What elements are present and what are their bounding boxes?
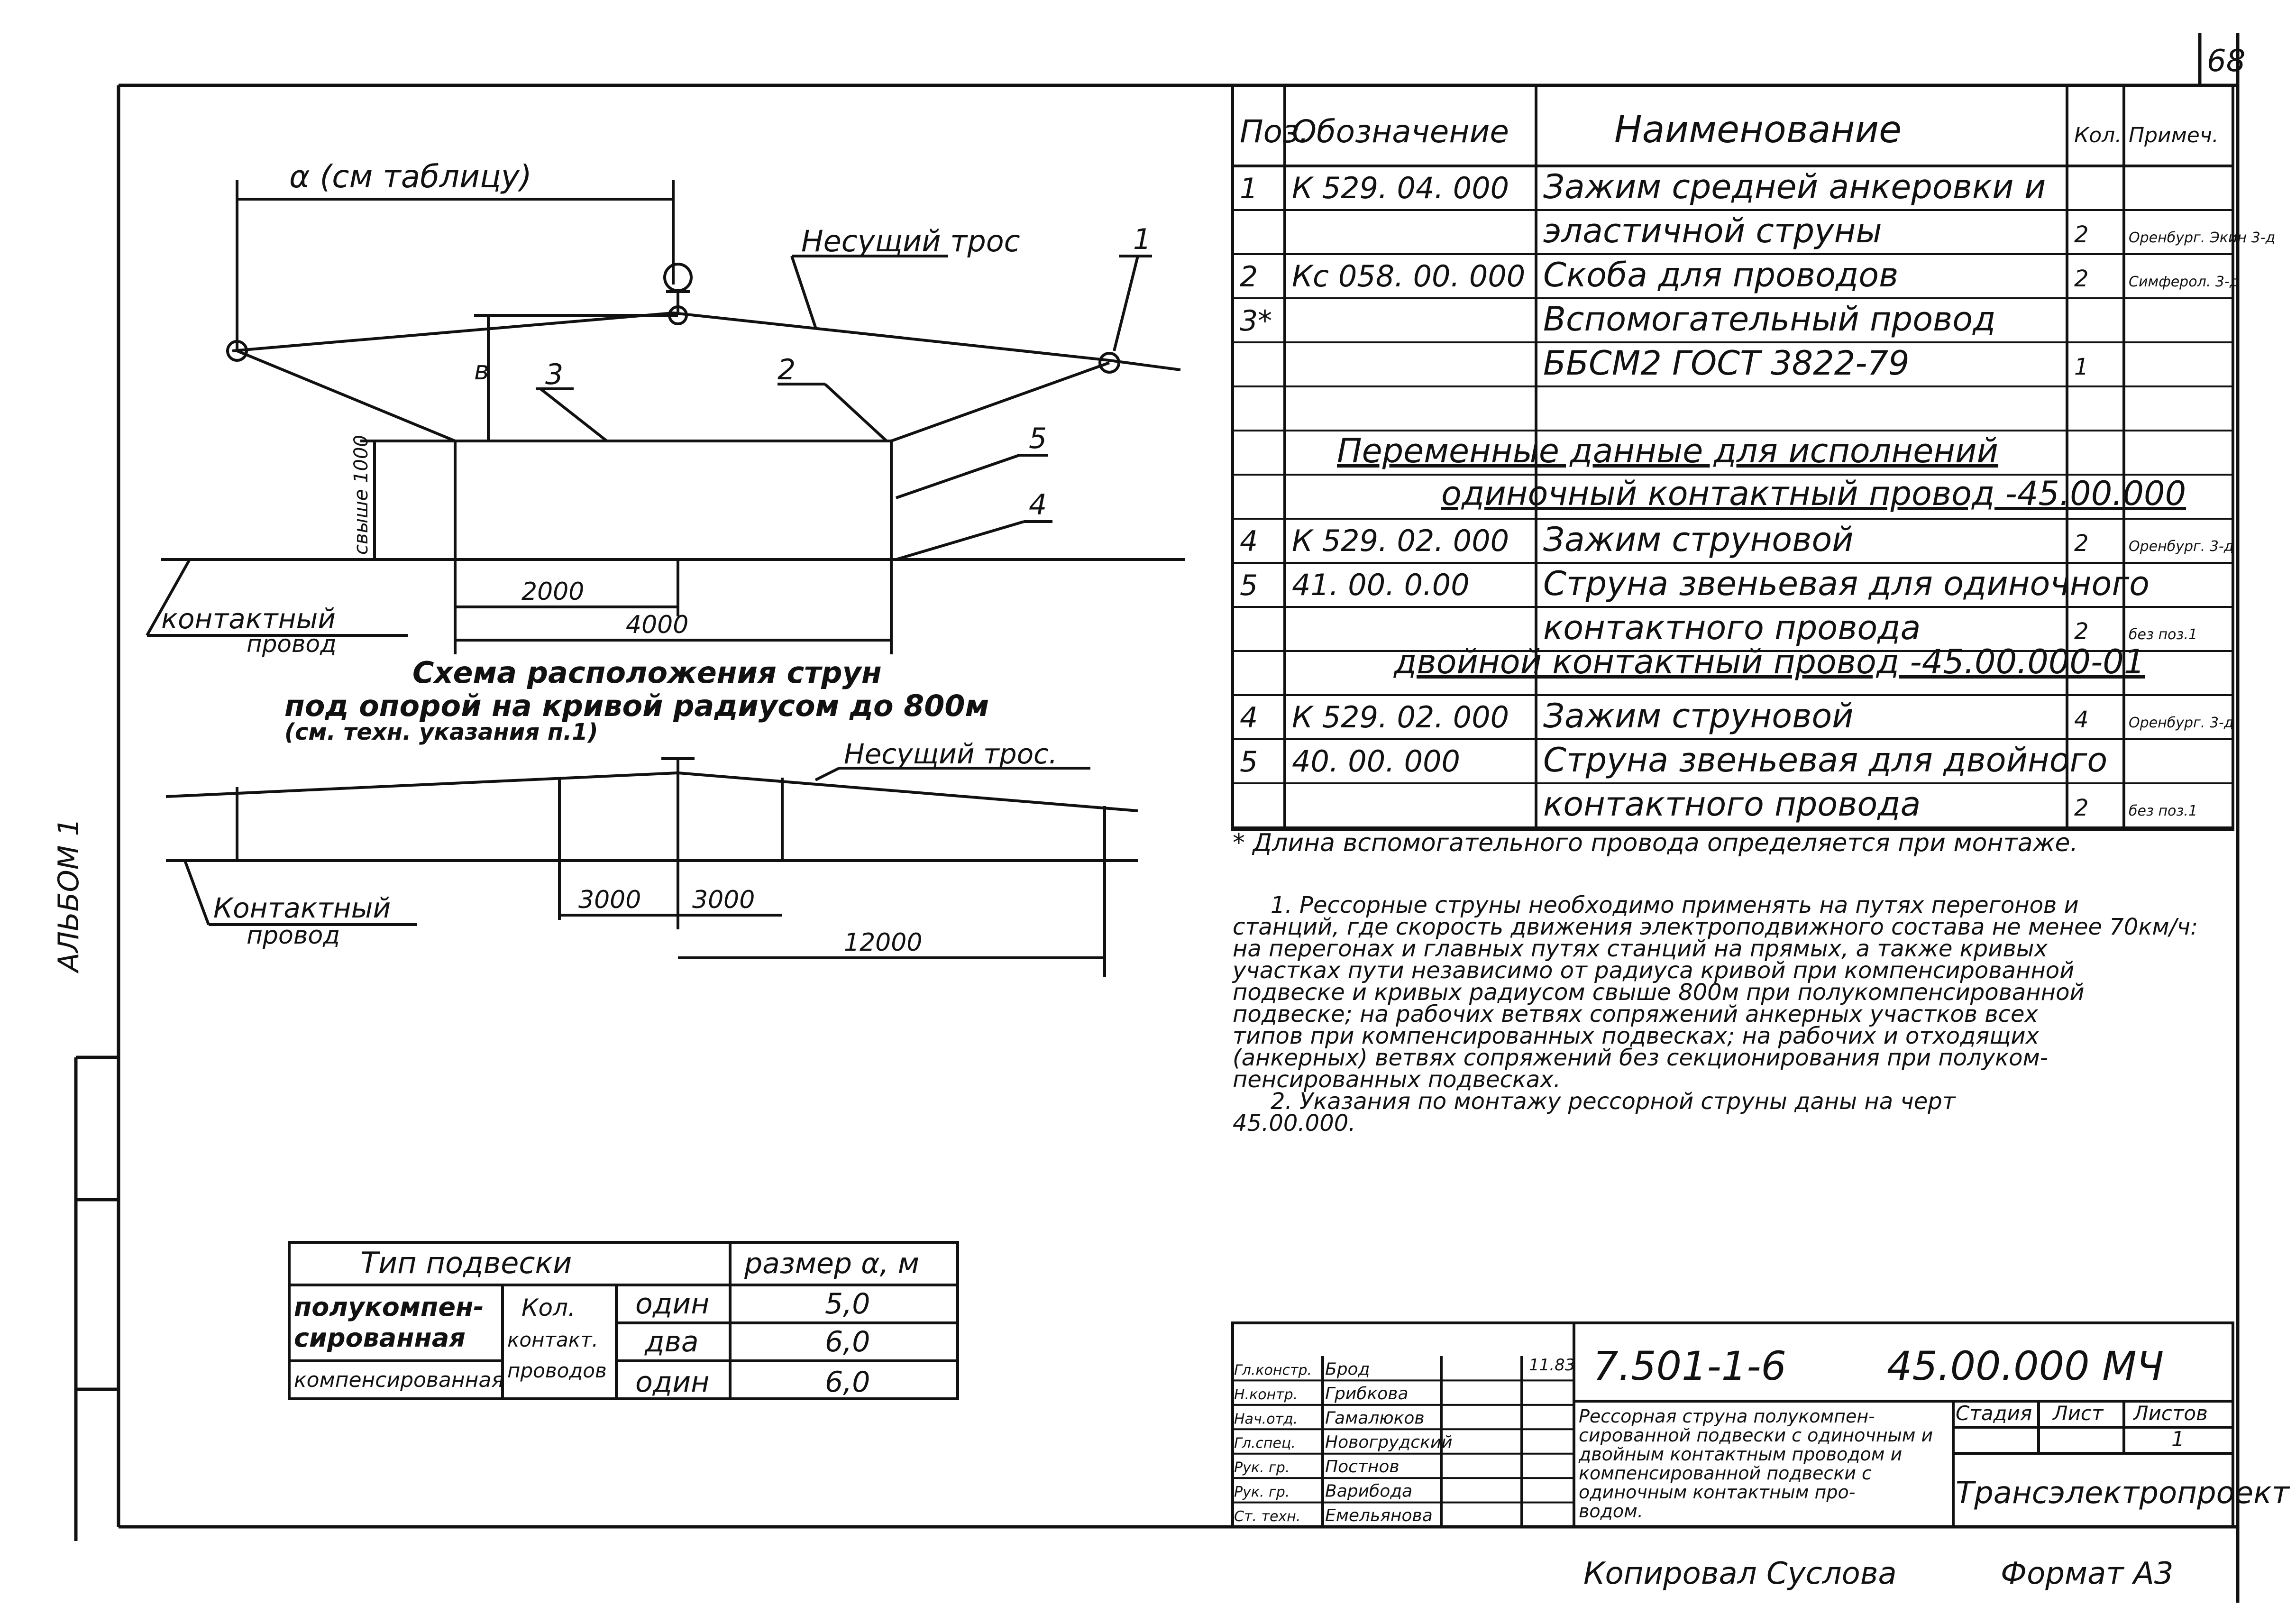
type-row-1-size: 5,0: [825, 1287, 870, 1321]
spec-cell-8-1: К 529. 02. 000: [1292, 523, 1509, 558]
spec-cell-13-2: Струна звеньевая для двойного: [1543, 741, 2108, 780]
scheme-1: [147, 180, 1185, 654]
dim-3000-right: 3000: [692, 886, 755, 914]
title-drawing: 45.00.000 МЧ: [1887, 1343, 2164, 1389]
dim-3000-left: 3000: [578, 886, 641, 914]
note-line: подвеске и кривых радиусом свыше 800м при полукомпенсированной: [1233, 979, 2085, 1006]
count-label-1: Кол.: [521, 1294, 576, 1321]
callout-1: 1: [1133, 223, 1152, 256]
spec-cell-1-2: эластичной струны: [1543, 211, 1882, 250]
spec-cell-8-4: Оренбург. 3-д: [2129, 538, 2234, 555]
sheets-value: 1: [2171, 1427, 2185, 1451]
single-wire-line: одиночный контактный провод -45.00.000: [1441, 474, 2186, 513]
spec-cell-8-2: Зажим струновой: [1543, 520, 1854, 559]
tb-name: Варибода: [1325, 1481, 1413, 1501]
tb-name: Новогрудский: [1325, 1432, 1453, 1452]
note-line: станций, где скорость движения электроподвижного состава не менее 70км/ч:: [1233, 914, 2198, 940]
spec-cell-0-0: 1: [1240, 172, 1258, 205]
callout-3: 3: [545, 358, 564, 391]
spec-cell-1-3: 2: [2074, 221, 2089, 248]
note-line: подвеске; на рабочих ветвях сопряжений анкерных участков всех: [1233, 1001, 2038, 1028]
type-row-3-count: один: [635, 1366, 710, 1399]
note-line: пенсированных подвесках.: [1233, 1066, 1561, 1093]
contact-label-4: провод: [247, 921, 340, 950]
title-code: 7.501-1-6: [1593, 1343, 1786, 1389]
semi-label-2: сированная: [294, 1323, 466, 1353]
spec-cell-4-3: 1: [2074, 354, 2089, 380]
spec-cell-0-2: Зажим средней анкеровки и: [1543, 167, 2046, 206]
organization: Трансэлектропроект: [1956, 1476, 2290, 1511]
spec-cell-8-0: 4: [1240, 525, 1258, 558]
scheme1-caption-3: (см. техн. указания п.1): [284, 719, 598, 745]
note-line: (анкерных) ветвях сопряжений без секционирования при полуком-: [1233, 1045, 2049, 1071]
size-header: размер α, м: [744, 1247, 920, 1280]
dim-4000: 4000: [626, 611, 689, 639]
spec-cell-12-4: Оренбург. 3-д: [2129, 715, 2234, 731]
spec-cell-2-4: Симферол. 3-д: [2129, 274, 2240, 290]
compensated-label: компенсированная: [294, 1368, 504, 1392]
spec-cell-3-0: 3*: [1240, 304, 1272, 338]
title-line: двойным контактным проводом и: [1579, 1444, 1903, 1465]
spec-header-1: Обозначение: [1292, 113, 1509, 150]
tb-role: Ст. техн.: [1234, 1508, 1301, 1525]
note-line: 2. Указания по монтажу рессорной струны даны на черт: [1271, 1088, 1956, 1115]
spec-cell-9-1: 41. 00. 0.00: [1292, 568, 1470, 602]
copied-by: Копировал Суслова: [1583, 1556, 1897, 1591]
tb-name: Брод: [1325, 1359, 1370, 1379]
tb-role: Гл.констр.: [1234, 1362, 1312, 1379]
spec-cell-13-1: 40. 00. 000: [1292, 744, 1460, 779]
stage-label: Стадия: [1956, 1402, 2032, 1425]
title-line: сированной подвески с одиночным и: [1579, 1425, 1933, 1446]
page-number: 68: [2207, 44, 2246, 79]
spec-cell-9-0: 5: [1240, 569, 1258, 602]
title-line: водом.: [1579, 1501, 1643, 1522]
spec-cell-12-2: Зажим струновой: [1543, 697, 1854, 735]
count-label-3: проводов: [507, 1359, 607, 1382]
spec-cell-1-4: Оренбург. Экин 3-д: [2129, 229, 2276, 246]
tb-role: Н.контр.: [1234, 1386, 1298, 1403]
spec-cell-8-3: 2: [2074, 530, 2089, 557]
sheets-label: Листов: [2133, 1402, 2208, 1425]
dim-12000: 12000: [844, 928, 923, 957]
spec-cell-10-3: 2: [2074, 618, 2089, 645]
tb-name: Грибкова: [1325, 1384, 1409, 1404]
title-line: одиночным контактным про-: [1579, 1482, 1856, 1503]
callout-4: 4: [1029, 488, 1047, 522]
type-row-1-count: один: [635, 1287, 710, 1321]
footnote: * Длина вспомогательного провода определяется при монтаже.: [1233, 829, 2078, 857]
spec-header-3: Кол.: [2074, 123, 2122, 147]
callout-5: 5: [1029, 422, 1047, 455]
type-row-2-count: два: [645, 1325, 699, 1358]
contact-label-1: контактный: [161, 603, 336, 635]
note-line: 1. Рессорные струны необходимо применять на путях перегонов и: [1271, 892, 2079, 918]
double-wire-line: двойной контактный провод -45.00.000-01: [1394, 642, 2145, 681]
sheet-label: Лист: [2053, 1402, 2104, 1425]
title-date: 11.83: [1529, 1356, 1575, 1375]
carrier-label-1: Несущий трос: [801, 224, 1020, 258]
spec-header-0: Поз.: [1240, 113, 1309, 150]
spec-cell-2-1: Кс 058. 00. 000: [1292, 259, 1526, 294]
count-label-2: контакт.: [507, 1328, 598, 1351]
type-header: Тип подвески: [360, 1246, 572, 1280]
callout-2: 2: [778, 353, 796, 386]
spec-cell-12-1: К 529. 02. 000: [1292, 700, 1509, 734]
tb-role: Гл.спец.: [1234, 1435, 1296, 1452]
spec-cell-0-1: К 529. 04. 000: [1292, 171, 1509, 205]
spec-cell-14-3: 2: [2074, 795, 2089, 821]
notes: [1232, 892, 2198, 1137]
type-row-2-size: 6,0: [825, 1325, 870, 1358]
spec-cell-12-3: 4: [2074, 706, 2089, 733]
spec-cell-14-4: без поз.1: [2129, 803, 2197, 819]
spec-cell-9-2: Струна звеньевая для одиночного: [1543, 564, 2150, 603]
contact-label-2: провод: [247, 630, 337, 658]
spec-cell-10-4: без поз.1: [2129, 626, 2197, 643]
contact-label-3: Контактный: [213, 892, 391, 924]
spec-cell-10-2: контактного провода: [1543, 608, 1921, 647]
dim-a-label: α (см таблицу): [289, 158, 532, 195]
tb-name: Гамалюков: [1325, 1408, 1425, 1428]
spec-cell-12-0: 4: [1240, 701, 1258, 734]
scheme1-caption-1: Схема расположения струн: [412, 655, 882, 690]
album-label: АЛЬБОМ 1: [52, 818, 85, 972]
tb-role: Рук. гр.: [1234, 1459, 1290, 1477]
title-text: [1578, 1406, 1933, 1522]
type-row-3-size: 6,0: [825, 1366, 870, 1399]
spec-cell-2-0: 2: [1240, 260, 1258, 294]
spec-cell-3-2: Вспомогательный провод: [1543, 300, 1996, 339]
spec-cell-13-0: 5: [1240, 745, 1258, 779]
dim-2000: 2000: [521, 578, 585, 606]
note-line: типов при компенсированных подвесках; на рабочих и отходящих: [1233, 1023, 2040, 1049]
dim-vert-label: свыше 1000: [350, 435, 372, 555]
tb-role: Нач.отд.: [1234, 1411, 1298, 1428]
variable-data-header: Переменные данные для исполнений: [1337, 431, 1999, 470]
spec-header-2: Наименование: [1614, 109, 1902, 151]
title-line: компенсированной подвески с: [1579, 1463, 1872, 1484]
tb-name: Постнов: [1325, 1457, 1400, 1477]
note-line: участках пути независимо от радиуса кривой при компенсированной: [1233, 957, 2075, 984]
format-label: Формат А3: [2001, 1556, 2174, 1591]
spec-cell-2-3: 2: [2074, 266, 2089, 292]
tb-name: Емельянова: [1325, 1506, 1433, 1525]
spec-cell-4-2: ББСМ2 ГОСТ 3822-79: [1543, 344, 1910, 383]
scheme1-caption-2: под опорой на кривой радиусом до 800м: [284, 688, 989, 723]
semi-label-1: полукомпен-: [294, 1292, 484, 1322]
spec-cell-2-2: Скоба для проводов: [1543, 256, 1899, 294]
carrier-label-2: Несущий трос.: [844, 738, 1058, 770]
dim-b-label: в: [474, 356, 489, 385]
spec-header-4: Примеч.: [2129, 123, 2219, 147]
title-line: Рессорная струна полукомпен-: [1579, 1406, 1875, 1427]
note-line: на перегонах и главных путях станций на прямых, а также кривых: [1233, 936, 2048, 962]
spec-cell-14-2: контактного провода: [1543, 785, 1921, 824]
tb-role: Рук. гр.: [1234, 1484, 1290, 1501]
note-line: 45.00.000.: [1233, 1110, 1356, 1137]
